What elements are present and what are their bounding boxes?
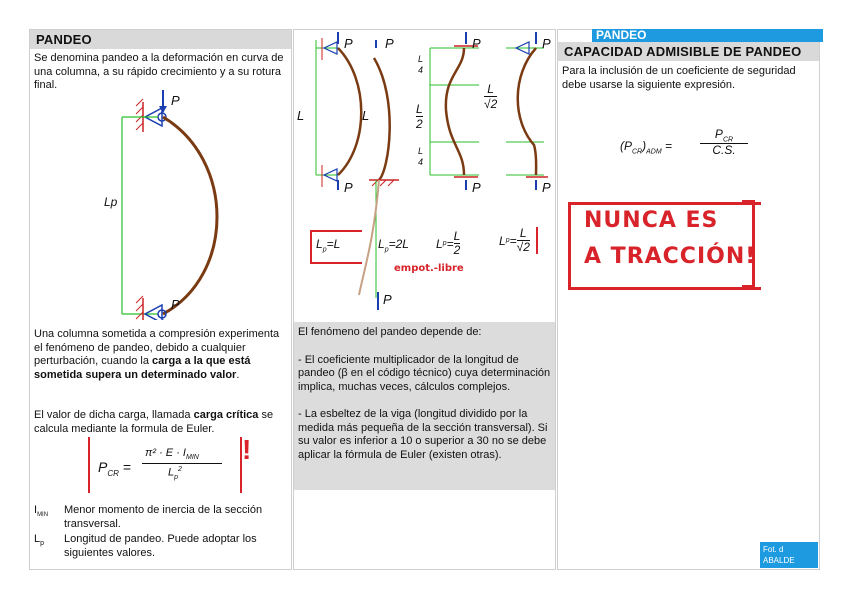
paragraph-critical-load: El valor de dicha carga, llamada carga crítica se calcula mediante la formula de Euler.	[34, 409, 274, 435]
pandeo-factors-box: El fenómeno del pandeo depende de: - El coeficiente multiplicador de la longitud de pandeo (β en el código técnico) cuya determinación implica, muchas veces, cálculos complejos. - La esbeltez de la viga (longitud dividido por la medida más pequeña de la sección transversal). Si su valor es inferior a 10 o superior a 30 no se debe aplicar la fórmula de Euler (existen otras).	[294, 322, 555, 490]
author-tag: Fot. d ABALDE	[760, 542, 818, 568]
case-pinned-pinned	[316, 32, 361, 190]
section-title: CAPACIDAD ADMISIBLE DE PANDEO	[558, 42, 819, 61]
buckling-cases-figure	[294, 30, 556, 320]
definition-lp: $L_p$ Longitud de pandeo. Puede adoptar los siguientes valores.	[34, 533, 257, 559]
deformed-column	[163, 117, 217, 314]
load-label-case3: P	[472, 36, 481, 51]
load-label-bottom: P	[171, 297, 180, 312]
intro-text: Se denomina pandeo a la deformación en curva de una columna, a su rápido crecimiento y a su rotura final.	[34, 52, 284, 91]
quarter-label-top: L 4	[418, 54, 424, 75]
admissible-formula: $(P_{CR})_{ADM}$ = $P_{CR}$ C.S.	[620, 127, 780, 163]
quarter-label-bottom: L 4	[418, 146, 424, 167]
lp-value-case3: L p = L 2	[436, 229, 461, 257]
top-support	[136, 99, 166, 132]
section-tag: PANDEO	[592, 29, 823, 42]
load-label-top: P	[171, 93, 180, 108]
case-fixed-fixed	[430, 32, 479, 190]
lp-value-case2: $L_p=2L$	[378, 237, 409, 254]
lp-label: Lp	[104, 195, 118, 209]
half-label: L 2	[416, 102, 423, 131]
section-title: PANDEO	[30, 30, 291, 49]
column-3	[557, 29, 820, 570]
length-label-case2: L	[362, 108, 370, 123]
column-1	[29, 29, 292, 570]
case-fixed-free	[359, 40, 399, 310]
load-label-case4: P	[542, 36, 551, 51]
case-fixed-pinned	[506, 32, 548, 190]
definition-list	[34, 504, 290, 560]
load-label-case1-bottom: P	[344, 180, 353, 195]
load-label-case2-bottom: P	[383, 292, 392, 307]
warning-mark: !	[242, 434, 252, 465]
lp-value-case1: $L_p=L$	[316, 237, 341, 254]
load-label-case1: P	[344, 36, 353, 51]
warning-line-1: NUNCA ES	[584, 208, 719, 233]
sqrt-label: L √2	[484, 82, 498, 111]
buckling-figure	[30, 90, 292, 320]
load-label-case3-bottom: P	[472, 180, 481, 195]
handwritten-note: empot.-libre	[394, 263, 464, 274]
column-2	[293, 29, 556, 570]
euler-formula: $P_{CR}$ = $\pi^2 \cdot E \cdot I_{MIN}$ $L_p^2$	[88, 437, 242, 493]
load-label-case4-bottom: P	[542, 180, 551, 195]
paragraph-compression: Una columna sometida a compresión experimenta el fenómeno de pandeo, debido a cualquier perturbación, cuando la carga a la que está sometida supera un determinado valor.	[34, 328, 280, 381]
length-label-case1: L	[297, 108, 305, 123]
warning-line-2: A TRACCIÓN!	[584, 244, 757, 269]
definition-imin: $I_{MIN}$ Menor momento de inercia de la sección transversal.	[34, 504, 263, 530]
load-label-case2: P	[385, 36, 394, 51]
lp-value-case4: L p = L √2	[499, 227, 538, 254]
bottom-support	[136, 296, 166, 320]
intro-text: Para la inclusión de un coeficiente de seguridad debe usarse la siguiente expresión.	[562, 65, 796, 91]
